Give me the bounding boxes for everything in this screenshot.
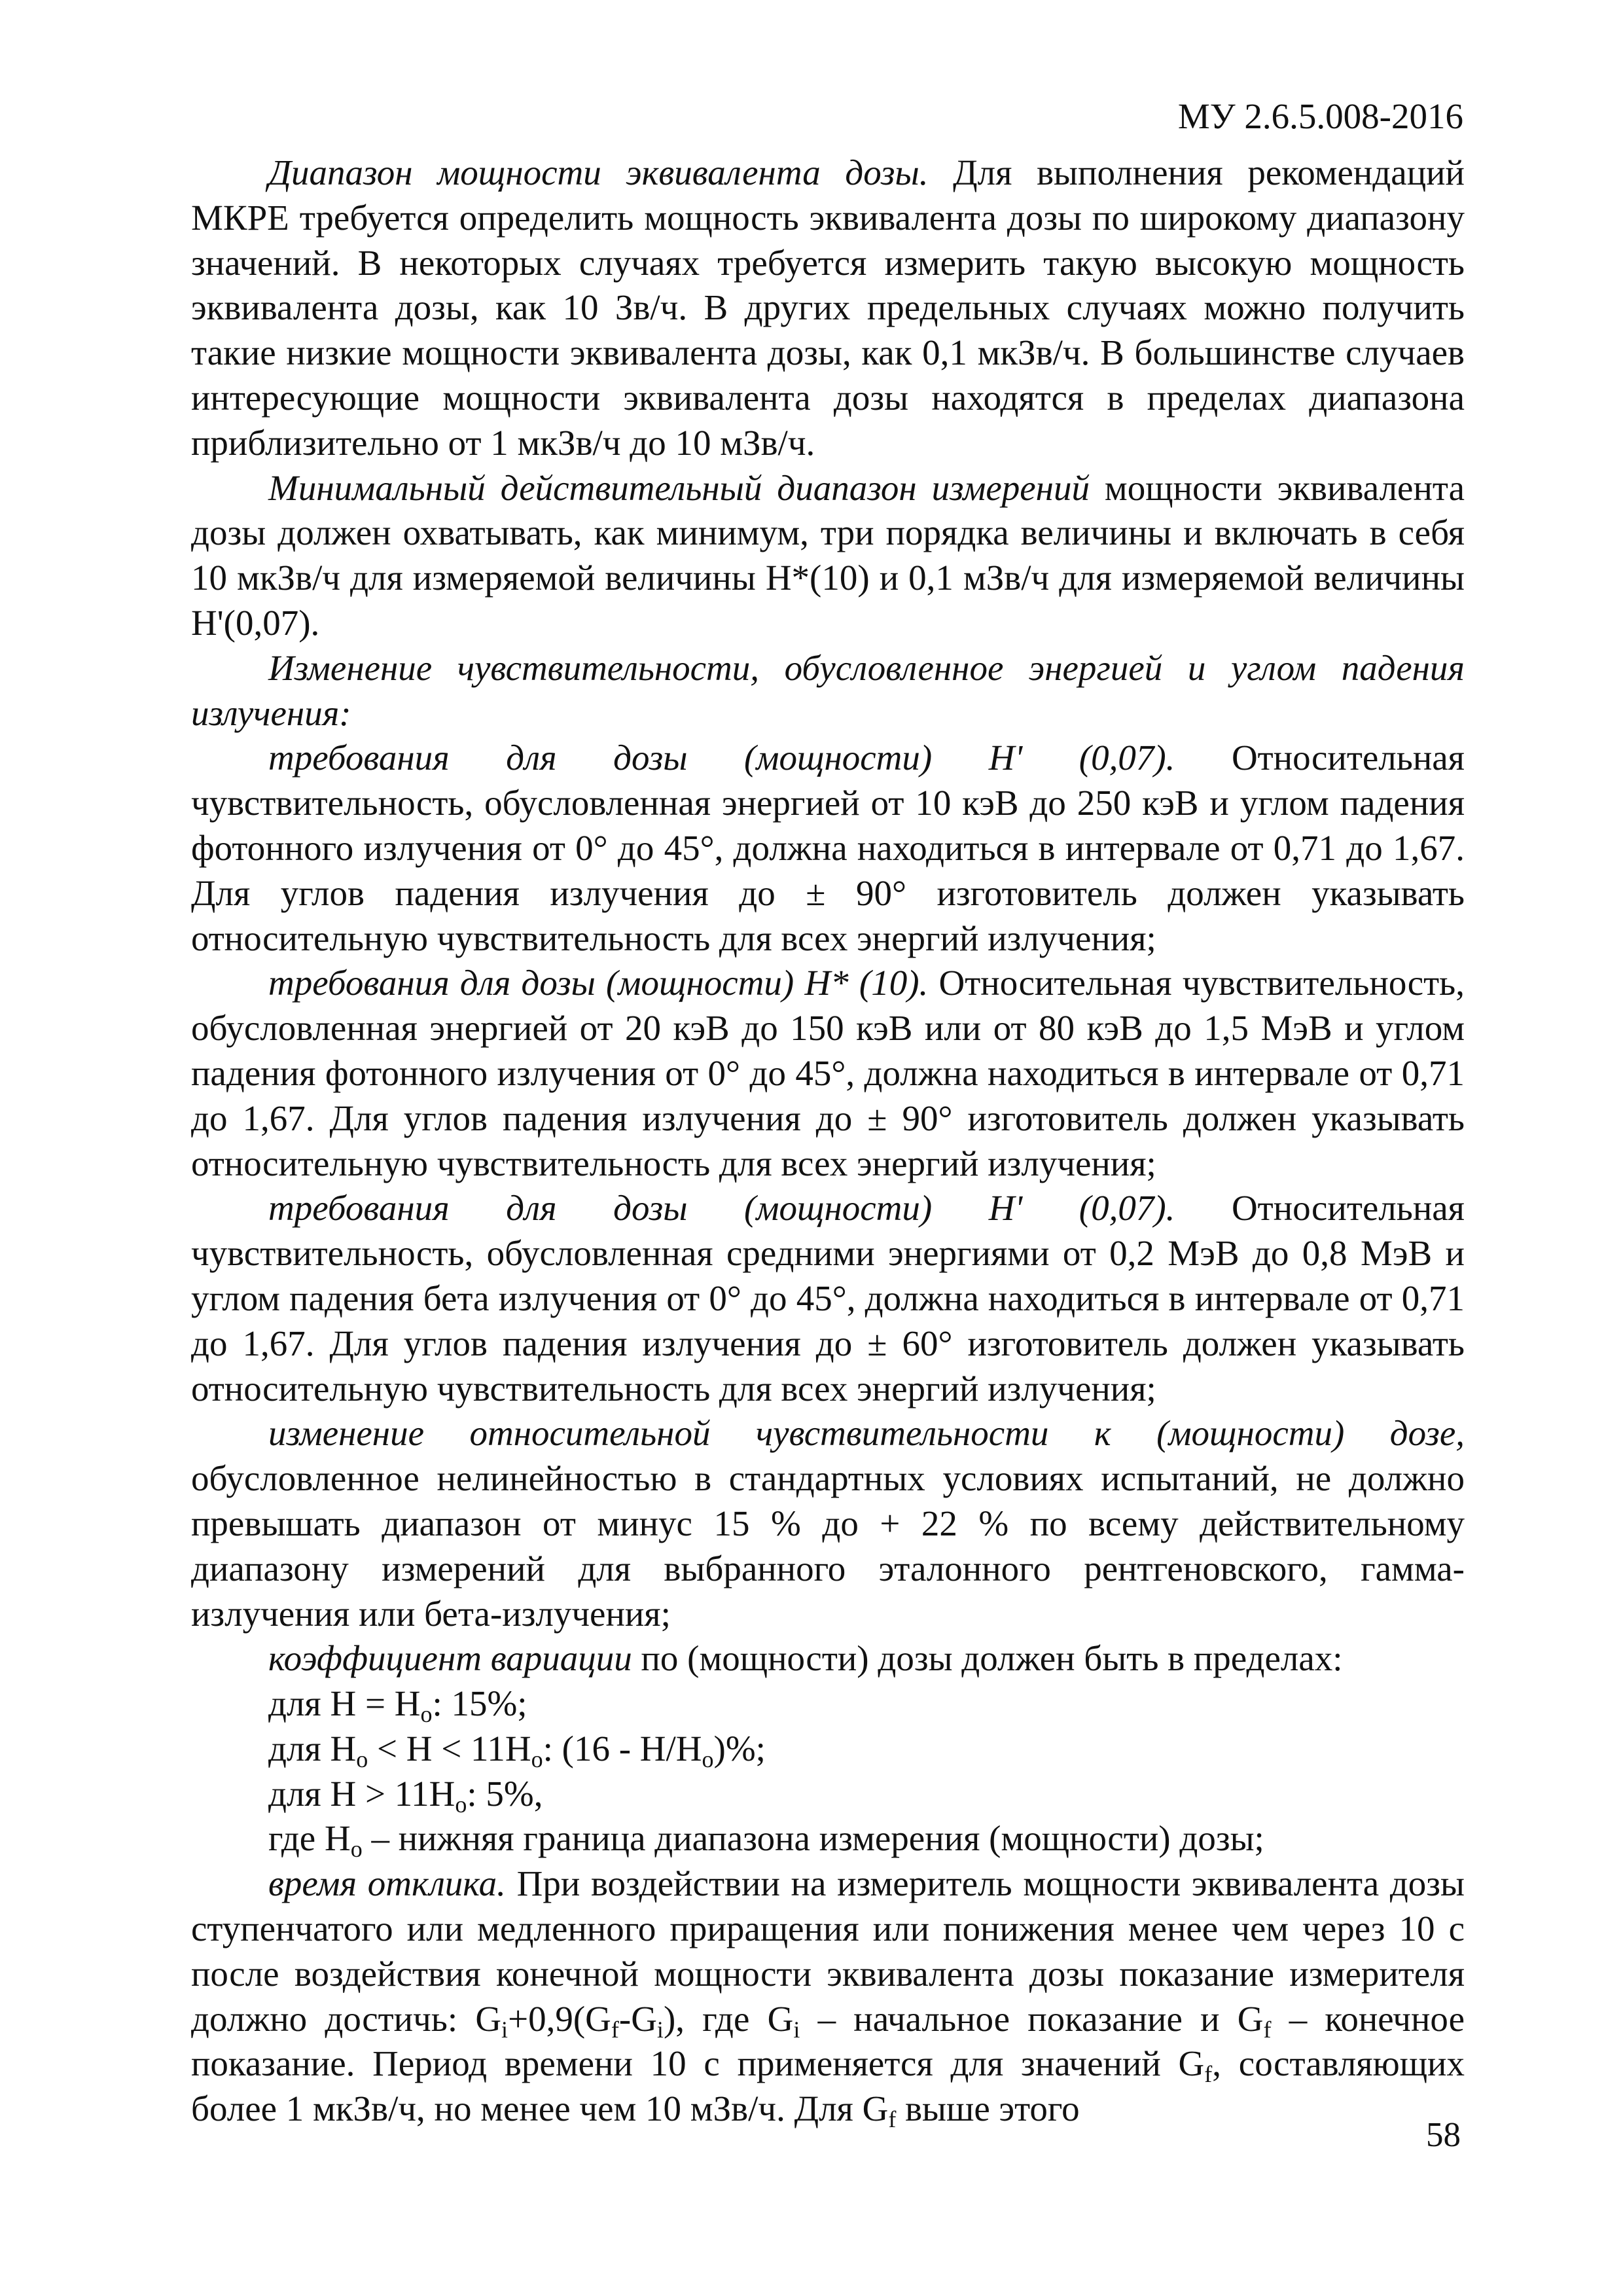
cv-line-4: где $H_o$ – нижняя граница диапазона измерения (мощности) дозы;	[268, 1818, 1264, 1863]
cv-line-2: для $H_o < H < 11H_o$: $(16 - H/H_o)\%$;	[268, 1728, 766, 1772]
paragraph-text: Относительная чувствительность, обусловленная энергией от 10 кэВ до 250 кэВ и углом падения фотонного излучения от 0° до 45°, должна находиться в интервале от 0,71 до 1,67. Для углов падения излучения до ± 90° изготовитель должен указывать относительную чувствительность для всех энергий излучения;	[191, 738, 1465, 958]
page-number: 58	[1426, 2116, 1461, 2154]
term-min-range: Минимальный действительный диапазон измерений	[268, 467, 1090, 508]
paragraph-variation-coefficient	[191, 1636, 1465, 1681]
paragraph-text: по (мощности) дозы должен быть в пределах:	[632, 1638, 1343, 1679]
paragraph-text: Для выполнения рекомендаций МКРЕ требуется определить мощность эквивалента дозы по широкому диапазону значений. В некоторых случаях требуется измерить такую высокую мощность эквивалента дозы, как 10 Зв/ч. В других предельных случаях можно получить такие низкие мощности эквивалента дозы, как 0,1 мкЗв/ч. В большинстве случаев интересующие мощности эквивалента дозы находятся в пределах диапазона приблизительно от 1 мкЗв/ч до 10 мЗв/ч.	[191, 152, 1465, 463]
paragraph-text: мощности эквивалента дозы должен охватывать, как минимум, три порядка величины и включать в себя 10 мкЗв/ч для измеряемой величины H*(10) и 0,1 мЗв/ч для измеряемой величины H'(0,07).	[191, 467, 1465, 643]
document-code-header: МУ 2.6.5.008-2016	[1177, 96, 1463, 136]
term-dose-rate-range: Диапазон мощности эквивалента дозы.	[268, 152, 929, 192]
page-body	[191, 151, 1465, 2132]
paragraph-req-h007-photon	[191, 736, 1465, 961]
paragraph-text: обусловленное нелинейностью в стандартных условиях испытаний, не должно превышать диапазон от минус 15 % до + 22 % по всему действительному диапазону измерений для выбранного эталонного рентгеновского, гамма-излучения или бета-излучения;	[191, 1458, 1465, 1634]
paragraph-text: Относительная чувствительность, обусловленная энергией от 20 кэВ до 150 кэВ или от 80 кэВ до 1,5 МэВ и углом падения фотонного излучения от 0° до 45°, должна находиться в интервале от 0,71 до 1,67. Для углов падения излучения до ± 90° изготовитель должен указывать относительную чувствительность для всех энергий излучения;	[191, 963, 1465, 1183]
paragraph-response-time: время отклика. При воздействии на измеритель мощности эквивалента дозы ступенчатого или медленного приращения или понижения менее чем через 10 с после воздействия конечной мощности эквивалента дозы показание измерителя должно достичь: $G_i+0,9(G_f-G_i)$, где $G_i$ – начальное показание и $G_f$ – конечное показание. Период времени 10 с применяется для значений $G_f$, составляющих более 1 мкЗв/ч, но менее чем 10 мЗв/ч. Для $G_f$ выше этого	[191, 1863, 1465, 2133]
term-req-h10: требования для дозы (мощности) H* (10).	[268, 963, 929, 1003]
term-req-h007-beta: требования для дозы (мощности) H' (0,07).	[268, 1188, 1175, 1229]
paragraph-sensitivity-heading	[191, 646, 1465, 736]
paragraph-nonlinearity	[191, 1411, 1465, 1636]
paragraph-min-range	[191, 466, 1465, 646]
paragraph-req-h007-beta	[191, 1186, 1465, 1411]
paragraph-text: Относительная чувствительность, обусловленная средними энергиями от 0,2 МэВ до 0,8 МэВ и углом падения бета излучения от 0° до 45°, должна находиться в интервале от 0,71 до 1,67. Для углов падения излучения до ± 60° изготовитель должен указывать относительную чувствительность для всех энергий излучения;	[191, 1188, 1465, 1408]
term-response-time: время отклика.	[268, 1863, 506, 1904]
paragraph-req-h10	[191, 961, 1465, 1186]
term-variation-coefficient: коэффициент вариации	[268, 1638, 632, 1679]
paragraph-dose-rate-range	[191, 151, 1465, 466]
cv-line-3: для $H > 11H_o$: 5%,	[268, 1773, 543, 1818]
cv-line-1: для $H = H_o$: 15%;	[268, 1683, 527, 1728]
term-req-h007: требования для дозы (мощности) H' (0,07).	[268, 738, 1175, 778]
term-nonlinearity: изменение относительной чувствительности к (мощности) дозе,	[268, 1413, 1465, 1454]
term-sensitivity-change: Изменение чувствительности, обусловленное энергией и углом падения излучения:	[191, 647, 1465, 733]
